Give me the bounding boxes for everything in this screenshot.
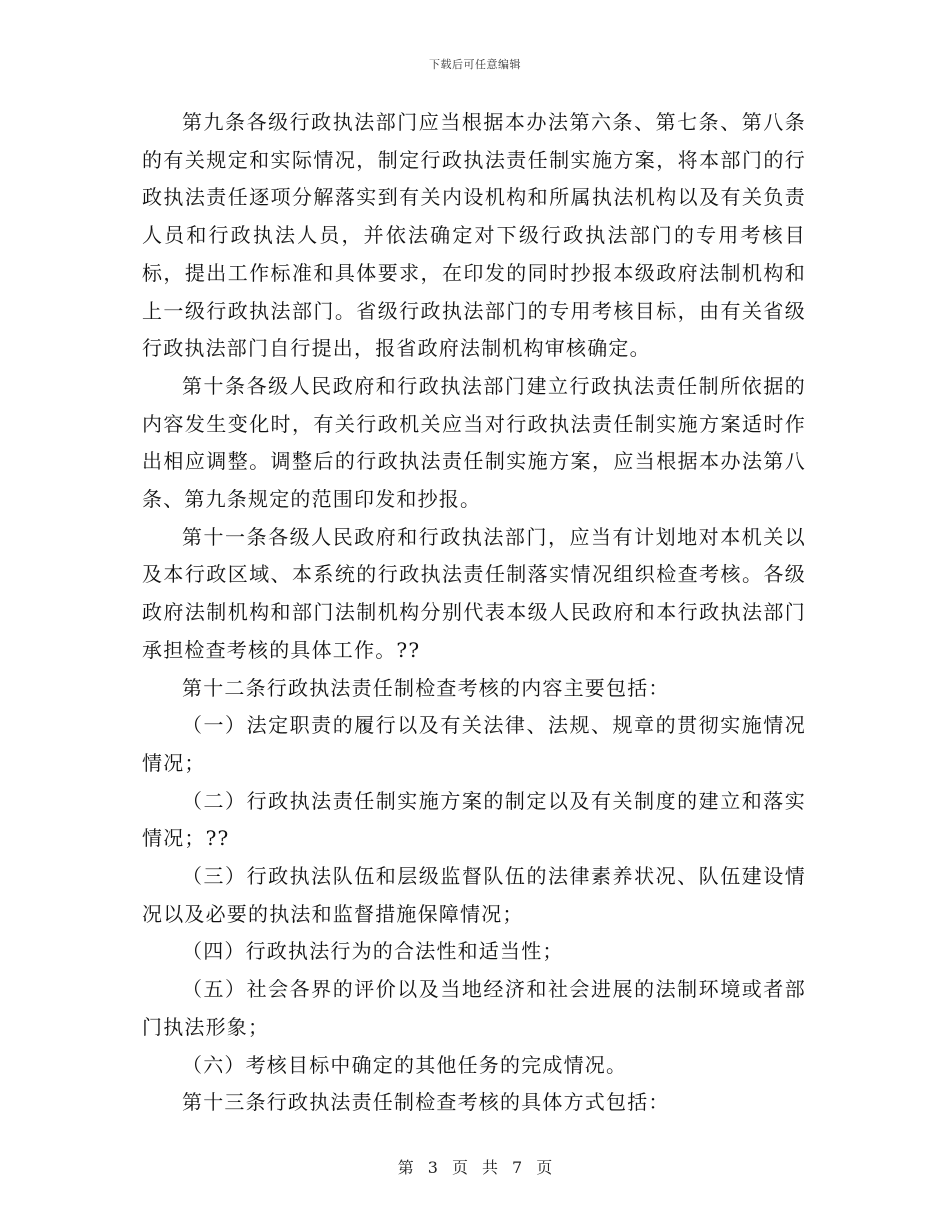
footer-label-ye: 页 [451,1158,468,1177]
list-item-3: （三）行政执法队伍和层级监督队伍的法律素养状况、队伍建设情况以及必要的执法和监督措施保障情况； [142,864,806,926]
footer-label-ye2: 页 [536,1158,553,1177]
paragraph-article-11: 第十一条各级人民政府和行政执法部门，应当有计划地对本机关以及本行政区域、本系统的行政执法责任制落实情况组织检查考核。各级政府法制机构和部门法制机构分别代表本级人民政府和本行政执法部门承担检查考核的具体工作。?? [142,524,806,662]
list-item-2: （二）行政执法责任制实施方案的制定以及有关制度的建立和落实情况；?? [142,788,806,851]
paragraph-article-10: 第十条各级人民政府和行政执法部门建立行政执法责任制所依据的内容发生变化时，有关行政机关应当对行政执法责任制实施方案适时作出相应调整。调整后的行政执法责任制实施方案，应当根据本办法第八条、第九条规定的范围印发和抄报。 [142,373,806,512]
footer-label-gong: 共 [482,1158,499,1177]
footer-label-di: 第 [397,1158,414,1177]
list-item-6: （六）考核目标中确定的其他任务的完成情况。 [182,1052,628,1077]
current-page-number: 3 [427,1158,438,1177]
page-footer [0,1155,950,1178]
paragraph-article-12: 第十二条行政执法责任制检查考核的内容主要包括： [182,675,670,700]
list-item-1: （一）法定职责的履行以及有关法律、法规、规章的贯彻实施情况情况； [142,713,806,775]
paragraph-article-9: 第九条各级行政执法部门应当根据本办法第六条、第七条、第八条的有关规定和实际情况，制定行政执法责任制实施方案，将本部门的行政执法责任逐项分解落实到有关内设机构和所属执法机构以及有关负责人员和行政执法人员，并依法确定对下级行政执法部门的专用考核目标，提出工作标准和具体要求，在印发的同时抄报本级政府法制机构和上一级行政执法部门。省级行政执法部门的专用考核目标，由有关省级行政执法部门自行提出，报省政府法制机构审核确定。 [142,110,806,361]
paragraph-article-13: 第十三条行政执法责任制检查考核的具体方式包括： [182,1090,670,1115]
page-header: 下载后可任意编辑 [429,58,521,71]
list-item-5: （五）社会各界的评价以及当地经济和社会进展的法制环境或者部门执法形象； [142,977,806,1039]
list-item-4: （四）行政执法行为的合法性和适当性； [182,939,564,964]
document-body [142,104,806,1122]
total-pages-number: 7 [512,1158,523,1177]
